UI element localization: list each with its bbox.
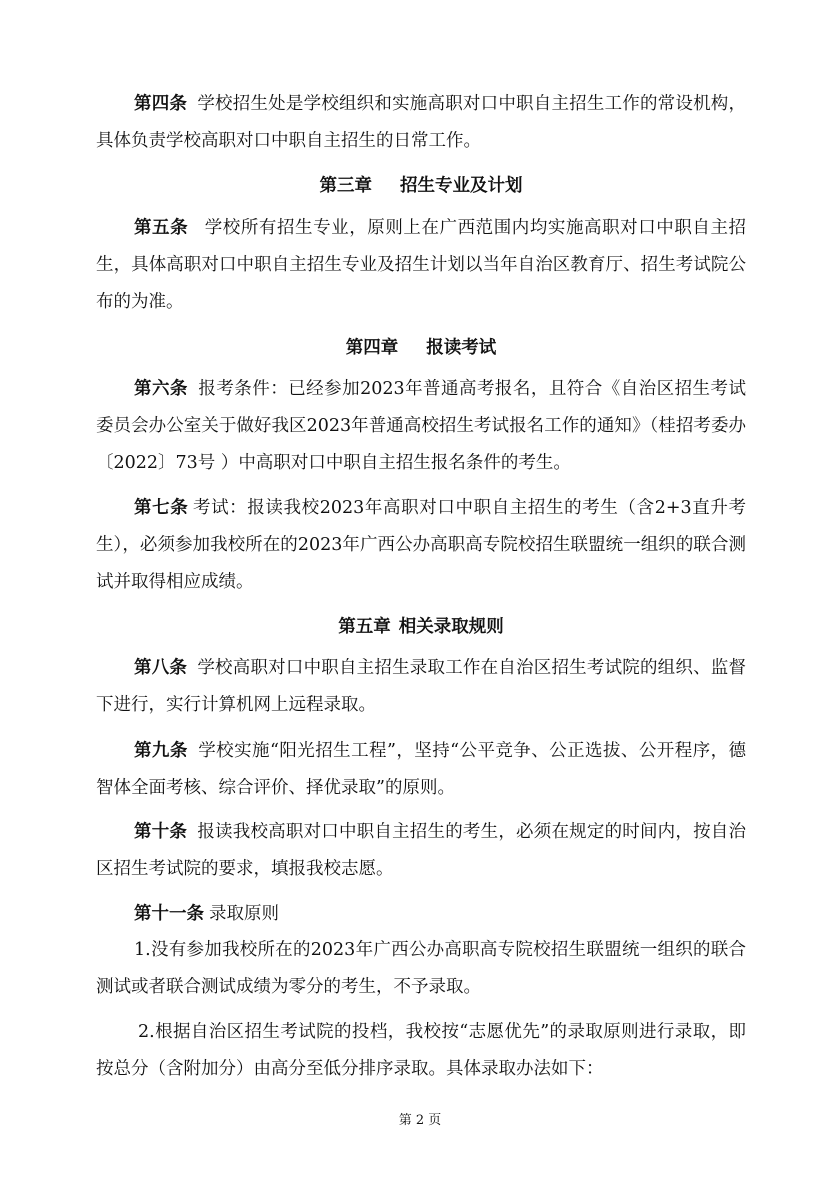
chapter-title: 报读考试 (426, 338, 497, 358)
article-11 (96, 896, 746, 933)
article-label: 第十一条 (134, 904, 204, 924)
chapter-3-heading (96, 173, 746, 199)
chapter-4-heading (96, 335, 746, 361)
article-label: 第八条 (134, 658, 188, 678)
article-text: 学校高职对口中职自主招生录取工作在自治区招生考试院的组织、监督下进行，实行计算机网上远程录取。 (96, 658, 747, 715)
chapter-title: 招生专业及计划 (400, 176, 523, 196)
article-10 (96, 814, 746, 888)
article-7 (96, 490, 746, 601)
page-number: 第 2 页 (398, 1113, 442, 1128)
article-text: 录取原则 (209, 904, 279, 924)
rule-item-1 (96, 932, 746, 1006)
article-label: 第四条 (134, 94, 188, 114)
chapter-number: 第五章 (338, 617, 391, 637)
item-text: 1.没有参加我校所在的2023年广西公办高职高专院校招生联盟统一组织的联合测试或者联合测试成绩为零分的考生，不予录取。 (96, 940, 746, 997)
chapter-number: 第三章 (319, 176, 372, 196)
article-4 (96, 86, 746, 160)
article-5 (96, 210, 746, 321)
article-8 (96, 650, 746, 724)
rule-item-2 (96, 1014, 746, 1088)
article-label: 第十条 (134, 822, 188, 842)
article-label: 第七条 (134, 498, 189, 518)
item-text: 2.根据自治区招生考试院的投档，我校按“志愿优先”的录取原则进行录取，即按总分（含附加分）由高分至低分排序录取。具体录取办法如下： (96, 1022, 746, 1079)
article-text: 学校招生处是学校组织和实施高职对口中职自主招生工作的常设机构，具体负责学校高职对口中职自主招生的日常工作。 (96, 94, 747, 151)
article-text: 学校所有招生专业，原则上在广西范围内均实施高职对口中职自主招生，具体高职对口中职自主招生专业及招生计划以当年自治区教育厅、招生考试院公布的为准。 (96, 218, 747, 312)
article-label: 第五条 (134, 218, 189, 238)
chapter-title: 相关录取规则 (398, 617, 504, 637)
article-label: 第九条 (134, 741, 188, 761)
article-6 (96, 371, 746, 482)
chapter-5-heading (96, 614, 746, 640)
article-9 (96, 733, 746, 807)
article-text: 报读我校高职对口中职自主招生的考生，必须在规定的时间内，按自治区招生考试院的要求，填报我校志愿。 (96, 822, 747, 879)
article-text: 考试：报读我校2023年高职对口中职自主招生的考生（含2+3直升考生），必须参加我校所在的2023年广西公办高职高专院校招生联盟统一组织的联合测试并取得相应成绩。 (96, 498, 746, 592)
article-text: 报考条件：已经参加2023年普通高考报名，且符合《自治区招生考试委员会办公室关于做好我区2023年普通高校招生考试报名工作的通知》（桂招考委办〔2022〕73号 ）中高职对口中职自主招生报名条件的考生。 (96, 379, 746, 473)
article-text: 学校实施“阳光招生工程”，坚持“公平竞争、公正选拔、公开程序，德智体全面考核、综合评价、择优录取”的原则。 (96, 741, 747, 798)
article-label: 第六条 (134, 379, 188, 399)
chapter-number: 第四章 (345, 338, 399, 358)
